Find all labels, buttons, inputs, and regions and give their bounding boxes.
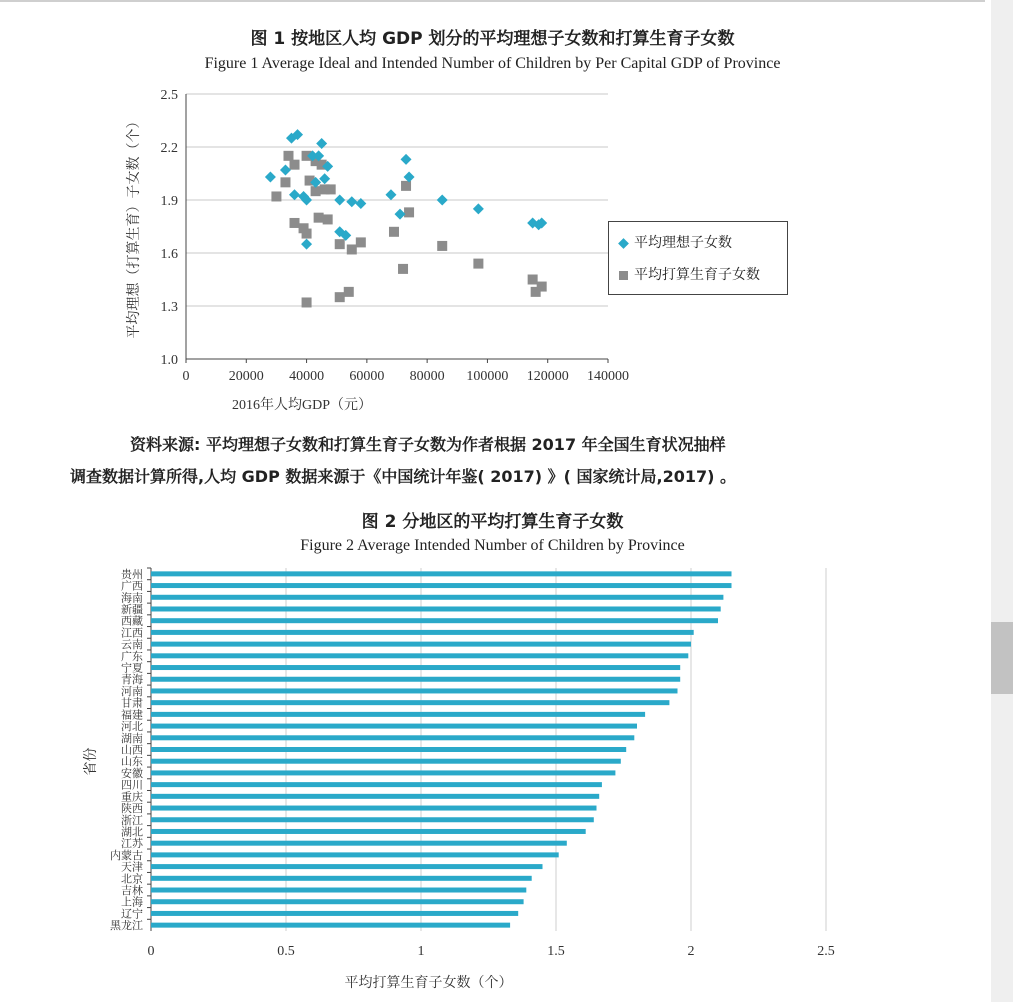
- intended-point: [356, 237, 366, 247]
- category-label: 浙江: [121, 814, 143, 827]
- y-tick-label: 2.2: [160, 141, 178, 156]
- ideal-point: [346, 196, 357, 207]
- x-tick-label: 40000: [289, 369, 325, 384]
- ideal-point: [437, 195, 448, 206]
- legend-item-ideal: [619, 232, 732, 252]
- y-tick-label: 2.5: [160, 88, 178, 103]
- x-tick-label: 0: [182, 369, 190, 384]
- x-tick-label: 20000: [228, 369, 264, 384]
- category-label: 新疆: [121, 603, 143, 616]
- bar: [151, 911, 518, 916]
- bar: [151, 642, 691, 647]
- bar: [151, 665, 680, 670]
- bar: [151, 770, 615, 775]
- y-axis-title: 省份: [84, 747, 99, 776]
- x-axis-title: 平均打算生育子女数（个）: [344, 976, 513, 991]
- ideal-point: [473, 203, 484, 214]
- category-label: 宁夏: [121, 662, 143, 675]
- category-label: 重庆: [121, 791, 143, 804]
- intended-point: [437, 241, 447, 251]
- bar: [151, 852, 559, 857]
- x-tick-label: 140000: [587, 369, 629, 384]
- category-label: 北京: [121, 873, 143, 886]
- ideal-point: [319, 173, 330, 184]
- intended-point: [323, 214, 333, 224]
- x-tick-label: 60000: [349, 369, 385, 384]
- bar: [151, 806, 597, 811]
- intended-point: [326, 184, 336, 194]
- scatter-chart: [0, 80, 985, 420]
- y-tick-label: 1.9: [160, 194, 178, 209]
- legend-label-ideal: 平均理想子女数: [634, 235, 732, 251]
- bar: [151, 747, 626, 752]
- scatter-legend: [608, 221, 788, 295]
- bar: [151, 864, 543, 869]
- category-label: 上海: [121, 896, 143, 909]
- intended-point: [302, 229, 312, 239]
- intended-point: [404, 207, 414, 217]
- bar: [151, 618, 718, 623]
- legend-item-intended: [619, 264, 760, 284]
- category-label: 广西: [121, 580, 143, 593]
- category-label: 福建: [121, 709, 143, 722]
- x-tick-label: 80000: [409, 369, 445, 384]
- x-tick-label: 2.5: [817, 944, 835, 959]
- square-marker-icon: [619, 271, 628, 280]
- x-tick-label: 100000: [466, 369, 509, 384]
- bar: [151, 595, 723, 600]
- previous-page-edge: [0, 0, 985, 10]
- y-tick-label: 1.6: [160, 247, 178, 262]
- category-label: 海南: [121, 592, 143, 605]
- category-label: 黑龙江: [110, 920, 143, 933]
- intended-point: [290, 160, 300, 170]
- ideal-point: [334, 195, 345, 206]
- figure2-title-cn: 图 2 分地区的平均打算生育子女数: [361, 512, 624, 532]
- intended-point: [473, 259, 483, 269]
- bar: [151, 794, 599, 799]
- legend-label-intended: 平均打算生育子女数: [634, 267, 760, 283]
- intended-point: [314, 213, 324, 223]
- vertical-scrollbar[interactable]: [991, 0, 1013, 1002]
- intended-point: [344, 287, 354, 297]
- figure1-title-en: Figure 1 Average Ideal and Intended Number of Children by Per Capital GDP of Province: [204, 55, 781, 72]
- ideal-point: [265, 172, 276, 183]
- figure2-title-en: Figure 2 Average Intended Number of Children by Province: [300, 537, 685, 554]
- bar: [151, 899, 524, 904]
- category-label: 辽宁: [121, 908, 143, 921]
- bar: [151, 677, 680, 682]
- bar: [151, 700, 669, 705]
- ideal-point: [289, 189, 300, 200]
- ideal-point: [280, 164, 291, 175]
- bar: [151, 583, 732, 588]
- category-label: 安徽: [121, 767, 143, 780]
- ideal-point: [301, 239, 312, 250]
- y-tick-label: 1.3: [160, 300, 178, 315]
- bar: [151, 712, 645, 717]
- bar: [151, 817, 594, 822]
- bar: [151, 888, 526, 893]
- intended-point: [335, 292, 345, 302]
- bar: [151, 923, 510, 928]
- intended-point: [347, 244, 357, 254]
- ideal-point: [401, 154, 412, 165]
- bar: [151, 782, 602, 787]
- intended-point: [271, 191, 281, 201]
- intended-point: [280, 177, 290, 187]
- scrollbar-thumb[interactable]: [991, 622, 1013, 694]
- y-axis-title: 平均理想（打算生育）子女数（个）: [127, 114, 142, 339]
- category-label: 四川: [121, 779, 143, 792]
- figure1-title-cn: 图 1 按地区人均 GDP 划分的平均理想子女数和打算生育子女数: [250, 29, 735, 49]
- intended-point: [290, 218, 300, 228]
- x-tick-label: 120000: [526, 369, 569, 384]
- x-tick-label: 1: [417, 944, 425, 959]
- intended-point: [283, 151, 293, 161]
- intended-point: [537, 282, 547, 292]
- bar: [151, 735, 634, 740]
- category-label: 西藏: [121, 615, 143, 628]
- category-label: 江西: [121, 627, 143, 640]
- x-tick-label: 0: [147, 944, 155, 959]
- intended-point: [401, 181, 411, 191]
- category-label: 广东: [121, 650, 143, 663]
- intended-point: [389, 227, 399, 237]
- bar: [151, 724, 637, 729]
- bar: [151, 630, 694, 635]
- x-tick-label: 2: [687, 944, 695, 959]
- x-axis-title: 2016年人均GDP（元）: [231, 398, 373, 413]
- category-label: 山西: [121, 744, 143, 757]
- category-label: 陕西: [121, 803, 143, 816]
- intended-point: [302, 297, 312, 307]
- x-tick-label: 0.5: [277, 944, 295, 959]
- category-label: 湖南: [121, 732, 143, 745]
- bar: [151, 759, 621, 764]
- source-note-line1: 资料来源: 平均理想子女数和打算生育子女数为作者根据 2017 年全国生育状况抽样: [130, 435, 726, 454]
- category-label: 湖北: [121, 826, 143, 839]
- bar: [151, 829, 586, 834]
- category-label: 内蒙古: [110, 849, 143, 862]
- category-label: 云南: [121, 639, 143, 652]
- category-label: 山东: [121, 756, 143, 769]
- y-tick-label: 1.0: [160, 353, 178, 368]
- category-label: 天津: [121, 861, 143, 874]
- x-tick-label: 1.5: [547, 944, 565, 959]
- bar: [151, 688, 678, 693]
- category-label: 青海: [121, 674, 143, 687]
- intended-point: [335, 239, 345, 249]
- category-label: 河南: [121, 685, 143, 698]
- category-label: 河北: [121, 721, 143, 734]
- category-label: 甘肃: [121, 697, 143, 710]
- intended-point: [398, 264, 408, 274]
- source-note-line2: 调查数据计算所得,人均 GDP 数据来源于《中国统计年鉴( 2017) 》( 国家统计局,2017) 。: [70, 467, 737, 486]
- bar-chart: [0, 560, 985, 1002]
- category-label: 贵州: [121, 568, 143, 581]
- bar: [151, 841, 567, 846]
- ideal-point: [395, 209, 406, 220]
- bar: [151, 571, 732, 576]
- category-label: 吉林: [121, 885, 143, 898]
- bar: [151, 653, 688, 658]
- ideal-point: [385, 189, 396, 200]
- category-label: 江苏: [121, 838, 143, 851]
- bar: [151, 876, 532, 881]
- bar: [151, 606, 721, 611]
- intended-point: [528, 275, 538, 285]
- diamond-marker-icon: [618, 238, 629, 249]
